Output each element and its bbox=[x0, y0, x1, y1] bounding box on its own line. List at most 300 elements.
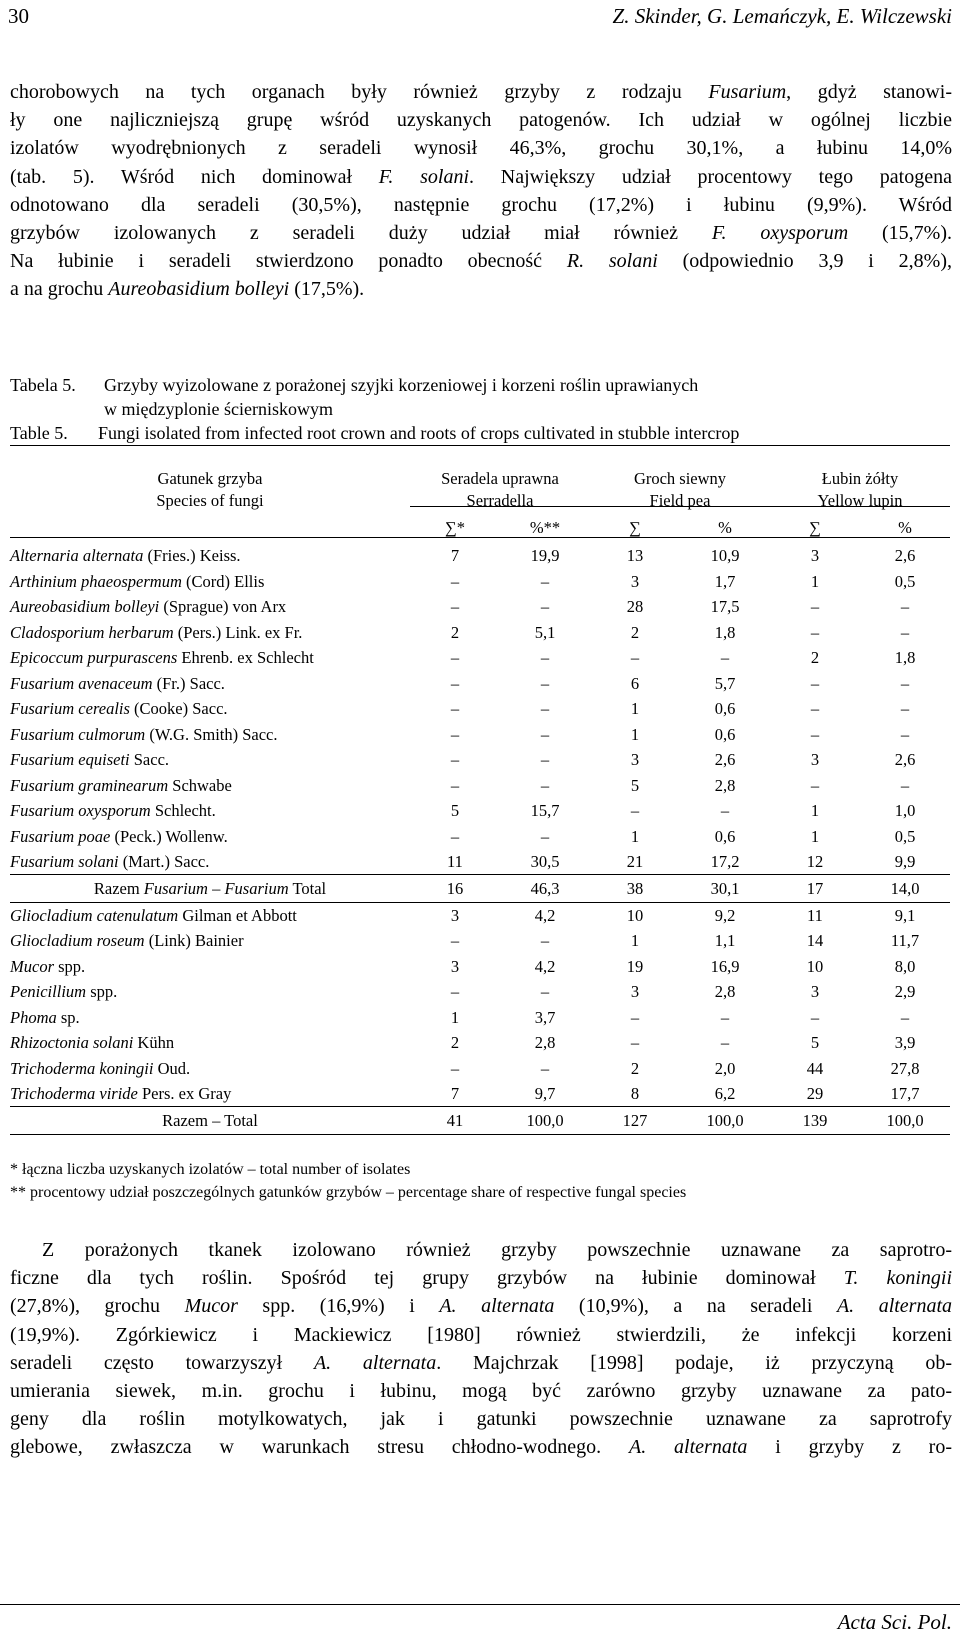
value-cell: – bbox=[900, 622, 910, 642]
value-cell: 10 bbox=[590, 903, 680, 929]
value-cell: 17,2 bbox=[710, 852, 740, 871]
species-latin: Trichoderma koningii bbox=[10, 1058, 154, 1078]
value-cell: 2,6 bbox=[894, 546, 916, 566]
species-name bbox=[10, 773, 410, 799]
table-row bbox=[10, 543, 950, 569]
text-line bbox=[10, 134, 952, 162]
value-cell: 9,9 bbox=[894, 852, 916, 871]
species-authority: Pers. ex Gray bbox=[137, 1084, 232, 1103]
species-name bbox=[10, 1030, 410, 1056]
value-cell: – bbox=[450, 571, 460, 591]
species-latin: Fusarium cerealis bbox=[10, 699, 130, 719]
crop-header-1 bbox=[590, 468, 770, 512]
value-cell: 30,5 bbox=[530, 852, 560, 871]
value-cell: – bbox=[450, 826, 460, 846]
crop-name-en: Serradella bbox=[466, 491, 534, 510]
species-latin: Gliocladium catenulatum bbox=[10, 906, 179, 925]
species-latin: Penicillium bbox=[10, 982, 87, 1002]
footnote-1: * łączna liczba uzyskanych izolatów – total number of isolates bbox=[10, 1161, 411, 1178]
value-cell: 1 bbox=[630, 724, 640, 744]
species-name bbox=[10, 747, 410, 773]
value-cell: – bbox=[540, 648, 550, 668]
species-name bbox=[10, 543, 410, 569]
value-cell: 100,0 bbox=[680, 1107, 770, 1135]
value-cell: – bbox=[450, 750, 460, 770]
value-cell: – bbox=[450, 982, 460, 1002]
total-post: Total bbox=[288, 879, 327, 898]
text-run: i grzyby z ro- bbox=[747, 1436, 952, 1459]
value-cell: – bbox=[810, 622, 820, 642]
crop-header-0 bbox=[410, 468, 590, 512]
italic-term: A. alternata bbox=[439, 1295, 555, 1318]
value-cell: 3 bbox=[630, 982, 640, 1002]
value-cell: 3 bbox=[810, 982, 820, 1002]
species-name bbox=[10, 569, 410, 595]
value-cell: 17,5 bbox=[710, 597, 740, 617]
species-latin: Fusarium graminearum bbox=[10, 775, 169, 795]
text-line bbox=[10, 191, 952, 219]
table-row bbox=[10, 928, 950, 954]
value-cell: – bbox=[900, 673, 910, 693]
value-cell: 1 bbox=[810, 801, 820, 821]
species-authority: Kühn bbox=[133, 1033, 175, 1053]
table-row bbox=[10, 747, 950, 773]
text-run: spp. (16,9%) i bbox=[237, 1295, 440, 1318]
value-cell: 1 bbox=[630, 931, 640, 951]
running-header bbox=[8, 4, 952, 34]
italic-term: A. alternata bbox=[629, 1436, 748, 1459]
subhead-cell: % bbox=[898, 517, 912, 537]
species-name bbox=[10, 824, 410, 850]
value-cell: – bbox=[720, 1033, 730, 1053]
species-name bbox=[10, 645, 410, 671]
subhead-cell: ∑ bbox=[809, 517, 821, 537]
value-cell: 16,9 bbox=[710, 956, 740, 976]
value-cell: – bbox=[540, 699, 550, 719]
text-run: ły one najliczniejszą grupę wśród uzyskanych patogenów. Ich udział w ogólnej liczbie bbox=[10, 109, 952, 132]
value-cell: 5,7 bbox=[714, 673, 736, 693]
text-line bbox=[10, 1321, 952, 1349]
species-authority: spp. bbox=[86, 982, 118, 1002]
table-row bbox=[10, 1005, 950, 1031]
value-cell: 27,8 bbox=[890, 1058, 920, 1078]
species-authority: sp. bbox=[56, 1007, 80, 1027]
table-row bbox=[10, 798, 950, 824]
crop-name-en: Field pea bbox=[649, 491, 711, 510]
value-cell: 3 bbox=[450, 956, 460, 976]
text-run: (17,5%). bbox=[289, 278, 365, 301]
text-run: (27,8%), grochu bbox=[10, 1295, 185, 1318]
value-cell: 1,0 bbox=[894, 801, 916, 821]
species-latin: Epicoccum purpurascens bbox=[10, 648, 178, 668]
value-cell: – bbox=[540, 673, 550, 693]
value-cell: – bbox=[540, 982, 550, 1002]
text-run: grzybów izolowanych z seradeli duży udział miał również bbox=[10, 222, 712, 245]
species-name bbox=[10, 849, 410, 875]
value-cell: – bbox=[540, 826, 550, 846]
value-cell: 14,0 bbox=[860, 875, 950, 903]
species-latin: Cladosporium herbarum bbox=[10, 622, 174, 642]
species-authority: (Mart.) Sacc. bbox=[118, 852, 210, 871]
value-cell: – bbox=[630, 1033, 640, 1053]
text-line bbox=[10, 1264, 952, 1292]
total-pre: Razem bbox=[93, 879, 144, 898]
value-cell: – bbox=[450, 775, 460, 795]
species-name bbox=[10, 979, 410, 1005]
value-cell: – bbox=[900, 597, 910, 617]
value-cell: – bbox=[450, 699, 460, 719]
species-name bbox=[10, 722, 410, 748]
text-line bbox=[10, 106, 952, 134]
value-cell: 6 bbox=[630, 673, 640, 693]
text-run: Na łubinie i seradeli stwierdzono ponadto obecność bbox=[10, 250, 567, 273]
value-cell: 19 bbox=[626, 956, 644, 976]
table-row bbox=[10, 903, 950, 929]
species-latin: Fusarium poae bbox=[10, 826, 111, 846]
species-authority: Schwabe bbox=[168, 775, 232, 795]
text-run: glebowe, zwłaszcza w warunkach stresu chłodno-wodnego. bbox=[10, 1436, 630, 1459]
value-cell: – bbox=[450, 673, 460, 693]
value-cell: 5 bbox=[450, 801, 460, 821]
table-head-row bbox=[10, 468, 950, 512]
species-latin: Mucor bbox=[10, 956, 54, 976]
species-authority: Oud. bbox=[153, 1058, 191, 1078]
text-run: (odpowiednio 3,9 i 2,8%), bbox=[657, 250, 952, 273]
value-cell: 100,0 bbox=[860, 1107, 950, 1135]
value-cell: 3,9 bbox=[894, 1033, 916, 1053]
value-cell: 0,5 bbox=[894, 826, 916, 846]
table-row bbox=[10, 773, 950, 799]
value-cell: – bbox=[630, 801, 640, 821]
value-cell: – bbox=[450, 1058, 460, 1078]
species-latin: Gliocladium roseum bbox=[10, 931, 145, 951]
value-cell: – bbox=[630, 1007, 640, 1027]
value-cell: – bbox=[810, 699, 820, 719]
table-row bbox=[10, 696, 950, 722]
species-name bbox=[10, 696, 410, 722]
text-line bbox=[10, 1349, 952, 1377]
text-run: seradeli często towarzyszył bbox=[10, 1351, 314, 1374]
species-name bbox=[10, 1005, 410, 1031]
species-header-pl: Gatunek grzyba bbox=[157, 469, 263, 488]
value-cell: 3 bbox=[630, 750, 640, 770]
value-cell: 2 bbox=[450, 622, 460, 642]
text-run: a na grochu bbox=[10, 278, 109, 301]
caption-label-pl: Tabela 5. bbox=[10, 375, 76, 395]
value-cell: – bbox=[720, 1007, 730, 1027]
value-cell: 2,8 bbox=[714, 982, 736, 1002]
value-cell: 5 bbox=[810, 1033, 820, 1053]
text-run: izolatów wyodrębnionych z seradeli wynosił 46,3%, grochu 30,1%, a łubinu 14,0% bbox=[10, 137, 952, 160]
table-row bbox=[10, 671, 950, 697]
value-cell: 5 bbox=[630, 775, 640, 795]
crop-name-pl: Seradela uprawna bbox=[441, 469, 559, 488]
table-row bbox=[10, 569, 950, 595]
value-cell: – bbox=[540, 724, 550, 744]
caption-text-pl-1: Grzyby wyizolowane z porażonej szyjki korzeniowej i korzeni roślin uprawianych bbox=[104, 375, 699, 395]
species-authority: (Pers.) Link. ex Fr. bbox=[173, 622, 303, 642]
italic-term: A. alternata bbox=[836, 1295, 953, 1318]
text-line bbox=[10, 275, 952, 303]
value-cell: 14 bbox=[806, 931, 824, 951]
species-latin: Phoma bbox=[10, 1007, 57, 1027]
value-cell: 10 bbox=[806, 956, 824, 976]
value-cell: – bbox=[450, 931, 460, 951]
species-authority: spp. bbox=[54, 956, 86, 976]
value-cell: 2,8 bbox=[534, 1033, 556, 1053]
table-top-rule bbox=[10, 445, 950, 446]
value-cell: – bbox=[540, 1058, 550, 1078]
value-cell: 38 bbox=[590, 875, 680, 903]
species-authority: (Cord) Ellis bbox=[181, 571, 265, 591]
value-cell: – bbox=[810, 775, 820, 795]
table-footnotes bbox=[10, 1158, 952, 1204]
value-cell: 1 bbox=[810, 826, 820, 846]
table-caption bbox=[10, 373, 952, 445]
species-latin: Arthinium phaeospermum bbox=[10, 571, 182, 591]
text-run: (15,7%). bbox=[848, 222, 953, 245]
value-cell: – bbox=[810, 1007, 820, 1027]
table-row bbox=[10, 645, 950, 671]
species-authority: (Sprague) von Arx bbox=[159, 597, 287, 617]
text-run: . Największy udział procentowy tego patogena bbox=[469, 165, 952, 188]
value-cell: – bbox=[450, 648, 460, 668]
species-header bbox=[10, 468, 410, 512]
species-authority: (Fries.) Keiss. bbox=[143, 546, 241, 566]
value-cell: 7 bbox=[450, 1084, 460, 1103]
value-cell: 1,8 bbox=[894, 648, 916, 668]
value-cell: 2 bbox=[810, 648, 820, 668]
value-cell: – bbox=[540, 597, 550, 617]
crop-name-pl: Groch siewny bbox=[633, 469, 727, 488]
body-paragraph-1 bbox=[10, 78, 952, 304]
species-name bbox=[10, 954, 410, 980]
caption-text-en: Fungi isolated from infected root crown and roots of crops cultivated in stubble intercrop bbox=[98, 423, 740, 443]
value-cell: 1,7 bbox=[714, 571, 736, 591]
value-cell: – bbox=[720, 648, 730, 668]
value-cell: – bbox=[900, 1007, 910, 1027]
text-line bbox=[10, 1405, 952, 1433]
italic-term: Mucor bbox=[184, 1295, 238, 1318]
italic-term: A. alternata bbox=[313, 1351, 437, 1374]
text-line bbox=[10, 1377, 952, 1405]
species-latin: Fusarium avenaceum bbox=[10, 673, 153, 693]
value-cell: 10,9 bbox=[710, 546, 740, 566]
value-cell: 1 bbox=[630, 826, 640, 846]
value-cell: 1 bbox=[450, 1007, 460, 1027]
value-cell: 0,6 bbox=[714, 826, 736, 846]
species-name bbox=[10, 903, 410, 929]
grand-total-row bbox=[10, 1107, 950, 1135]
value-cell: 13 bbox=[626, 546, 644, 566]
table-row bbox=[10, 1030, 950, 1056]
crop-name-en: Yellow lupin bbox=[817, 491, 903, 510]
value-cell: 8 bbox=[630, 1084, 640, 1103]
value-cell: – bbox=[540, 775, 550, 795]
text-run: chorobowych na tych organach były również grzyby z rodzaju bbox=[10, 81, 709, 103]
value-cell: – bbox=[540, 750, 550, 770]
value-cell: 3 bbox=[630, 571, 640, 591]
text-run: (10,9%), a na seradeli bbox=[554, 1295, 837, 1318]
value-cell: – bbox=[810, 673, 820, 693]
species-authority: Ehrenb. ex Schlecht bbox=[177, 648, 314, 668]
text-run: (19,9%). Zgórkiewicz i Mackiewicz [1980] również stwierdzili, że infekcji korzeni bbox=[10, 1323, 952, 1346]
footnote-2: ** procentowy udział poszczególnych gatunków grzybów – percentage share of respective fungal species bbox=[10, 1184, 687, 1201]
text-line bbox=[10, 247, 952, 275]
text-line bbox=[10, 1433, 952, 1461]
value-cell: 17,7 bbox=[890, 1084, 920, 1103]
value-cell: 0,6 bbox=[714, 724, 736, 744]
value-cell: 29 bbox=[806, 1084, 824, 1103]
value-cell: – bbox=[450, 597, 460, 617]
value-cell: 9,7 bbox=[534, 1084, 556, 1103]
species-authority: Schlecht. bbox=[150, 801, 216, 821]
italic-term: R. solani bbox=[566, 250, 658, 273]
value-cell: – bbox=[900, 699, 910, 719]
italic-term: Aureobasidium bolleyi bbox=[108, 278, 290, 301]
species-authority: Gilman et Abbott bbox=[178, 906, 297, 925]
total-genus: Fusarium – Fusarium bbox=[143, 879, 289, 898]
blank-cell bbox=[10, 512, 410, 543]
value-cell: 11 bbox=[770, 903, 860, 929]
value-cell: – bbox=[540, 931, 550, 951]
species-latin: Fusarium equiseti bbox=[10, 750, 130, 770]
crop-header-2 bbox=[770, 468, 950, 512]
value-cell: 17 bbox=[770, 875, 860, 903]
fusarium-total-row bbox=[10, 875, 950, 903]
table-row bbox=[10, 1081, 950, 1107]
table-row bbox=[10, 1056, 950, 1082]
text-line bbox=[10, 1236, 952, 1264]
value-cell: 1,8 bbox=[714, 622, 736, 642]
text-run: . Majchrzak [1998] podaje, iż przyczyną ob- bbox=[436, 1351, 953, 1374]
grand-total-label: Razem – Total bbox=[10, 1107, 410, 1135]
text-run: Z porażonych tkanek izolowano również grzyby powszechnie uznawane za saprotro- bbox=[42, 1239, 952, 1261]
species-authority: (Peck.) Wollenw. bbox=[110, 826, 228, 846]
value-cell: 3 bbox=[810, 750, 820, 770]
italic-term: F. oxysporum bbox=[711, 222, 849, 245]
species-name bbox=[10, 671, 410, 697]
value-cell: 5,1 bbox=[534, 622, 556, 642]
subhead-cell: % bbox=[718, 517, 732, 537]
table-row bbox=[10, 954, 950, 980]
value-cell: – bbox=[540, 571, 550, 591]
value-cell: 2,0 bbox=[714, 1058, 736, 1078]
value-cell: 15,7 bbox=[530, 801, 560, 821]
value-cell: 41 bbox=[410, 1107, 500, 1135]
italic-term: F. solani bbox=[378, 165, 470, 188]
value-cell: 30,1 bbox=[680, 875, 770, 903]
body-paragraph-2 bbox=[10, 1236, 952, 1462]
species-latin: Trichoderma viride bbox=[10, 1084, 138, 1103]
value-cell: 3 bbox=[810, 546, 820, 566]
running-authors: Z. Skinder, G. Lemańczyk, E. Wilczewski bbox=[612, 4, 952, 28]
value-cell: 2 bbox=[630, 1058, 640, 1078]
table-row bbox=[10, 849, 950, 875]
value-cell: 7 bbox=[450, 546, 460, 566]
value-cell: 1 bbox=[630, 699, 640, 719]
value-cell: 9,2 bbox=[680, 903, 770, 929]
species-name bbox=[10, 928, 410, 954]
caption-text-pl-2: w międzyplonie ścierniskowym bbox=[104, 399, 333, 419]
species-authority: (Link) Bainier bbox=[144, 931, 244, 951]
value-cell: – bbox=[900, 724, 910, 744]
value-cell: 2,6 bbox=[714, 750, 736, 770]
species-authority: (Cooke) Sacc. bbox=[129, 699, 228, 719]
italic-term: Fusarium bbox=[708, 81, 787, 103]
subhead-cell: ∑* bbox=[444, 517, 465, 537]
table-row bbox=[10, 594, 950, 620]
fungi-table bbox=[10, 468, 950, 1135]
value-cell: 127 bbox=[590, 1107, 680, 1135]
value-cell: 11,7 bbox=[890, 931, 920, 951]
value-cell: – bbox=[720, 801, 730, 821]
species-authority: Sacc. bbox=[129, 750, 170, 770]
species-name bbox=[10, 620, 410, 646]
value-cell: 2,6 bbox=[894, 750, 916, 770]
table-subhead-row bbox=[10, 512, 950, 543]
value-cell: 3 bbox=[410, 903, 500, 929]
italic-term: T. koningii bbox=[843, 1267, 952, 1290]
value-cell: 1,1 bbox=[714, 931, 736, 951]
species-latin: Rhizoctonia solani bbox=[10, 1033, 134, 1053]
value-cell: 46,3 bbox=[500, 875, 590, 903]
value-cell: 2 bbox=[450, 1033, 460, 1053]
species-authority: (Fr.) Sacc. bbox=[152, 673, 225, 693]
table-row bbox=[10, 824, 950, 850]
species-latin: Aureobasidium bolleyi bbox=[10, 597, 160, 617]
text-run: ficzne dla tych roślin. Spośród tej grupy grzybów na łubinie dominował bbox=[10, 1267, 844, 1290]
value-cell: 19,9 bbox=[530, 546, 560, 566]
footer-rule bbox=[0, 1604, 960, 1605]
value-cell: 6,2 bbox=[714, 1084, 736, 1103]
species-header-en: Species of fungi bbox=[156, 491, 264, 510]
text-run: (tab. 5). Wśród nich dominował bbox=[10, 165, 379, 188]
value-cell: 44 bbox=[806, 1058, 824, 1078]
text-line bbox=[10, 1292, 952, 1320]
value-cell: 8,0 bbox=[894, 956, 916, 976]
text-run: geny dla roślin motylkowatych, jak i gatunki powszechnie uznawane za saprotrofy bbox=[10, 1408, 952, 1431]
species-authority: (W.G. Smith) Sacc. bbox=[145, 724, 278, 744]
species-latin: Fusarium solani bbox=[10, 852, 119, 871]
value-cell: 4,2 bbox=[500, 903, 590, 929]
table-row bbox=[10, 722, 950, 748]
value-cell: 28 bbox=[626, 597, 644, 617]
value-cell: 4,2 bbox=[534, 956, 556, 976]
value-cell: 139 bbox=[770, 1107, 860, 1135]
table-row bbox=[10, 979, 950, 1005]
text-line bbox=[10, 78, 952, 106]
value-cell: 16 bbox=[410, 875, 500, 903]
species-latin: Fusarium oxysporum bbox=[10, 801, 151, 821]
value-cell: 2 bbox=[630, 622, 640, 642]
page-number: 30 bbox=[8, 4, 29, 28]
crop-name-pl: Łubin żółty bbox=[821, 469, 899, 488]
species-name bbox=[10, 798, 410, 824]
text-line bbox=[10, 163, 952, 191]
value-cell: 2,9 bbox=[894, 982, 916, 1002]
species-name bbox=[10, 1081, 410, 1107]
table-row bbox=[10, 620, 950, 646]
value-cell: 100,0 bbox=[500, 1107, 590, 1135]
species-latin: Fusarium culmorum bbox=[10, 724, 146, 744]
value-cell: – bbox=[450, 724, 460, 744]
value-cell: 21 bbox=[626, 852, 644, 871]
subhead-cell: ∑ bbox=[629, 517, 641, 537]
value-cell: 9,1 bbox=[860, 903, 950, 929]
text-run: , gdyż stanowi- bbox=[786, 81, 952, 103]
journal-name: Acta Sci. Pol. bbox=[837, 1610, 952, 1634]
